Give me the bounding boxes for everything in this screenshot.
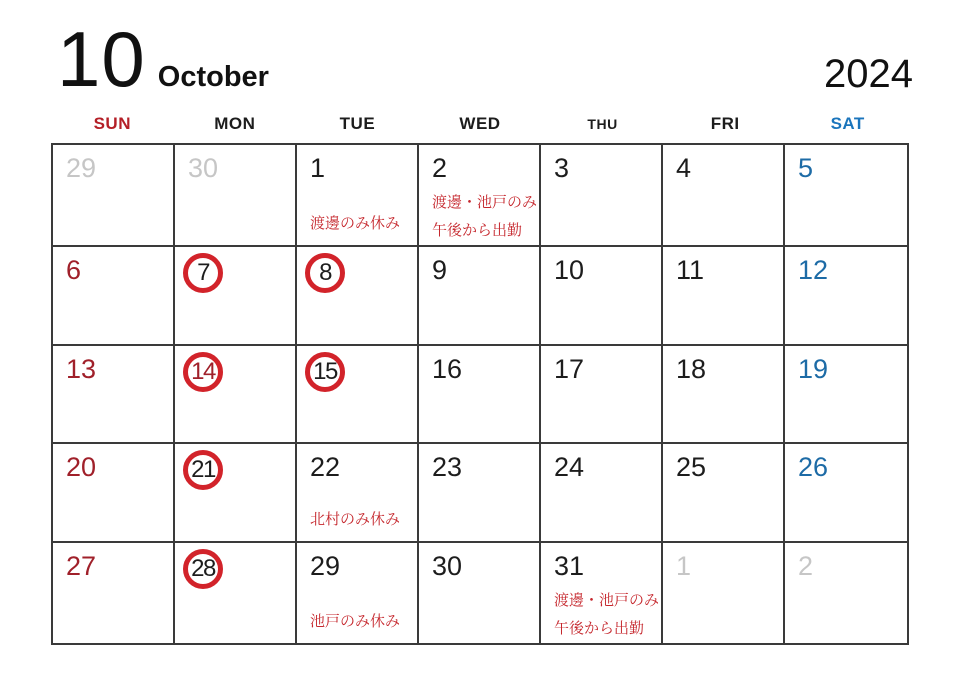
day-number: 2 <box>432 153 448 183</box>
day-cell <box>419 444 541 543</box>
day-cell <box>175 145 297 247</box>
day-number: 26 <box>798 452 829 483</box>
day-cell <box>663 346 785 445</box>
day-cell <box>53 543 175 643</box>
day-number: 29 <box>310 550 341 581</box>
day-cell <box>541 247 663 346</box>
weekday-label-mon: MON <box>214 114 256 133</box>
day-note <box>310 506 400 534</box>
red-circle-mark <box>305 253 345 293</box>
day-number: 1 <box>676 550 692 581</box>
day-cell <box>53 145 175 247</box>
day-number: 21 <box>191 456 215 484</box>
day-cell <box>175 346 297 445</box>
day-cell <box>541 346 663 445</box>
weekday-label-tue: TUE <box>339 114 376 133</box>
day-number: 28 <box>191 554 215 582</box>
day-number: 5 <box>798 153 814 183</box>
red-circle-mark <box>183 352 223 392</box>
day-cell <box>53 444 175 543</box>
day-cell <box>663 543 785 643</box>
day-number: 17 <box>554 353 585 384</box>
weekday-label-sun: SUN <box>93 114 131 133</box>
day-number: 23 <box>432 452 463 483</box>
day-cell <box>175 444 297 543</box>
day-number: 16 <box>432 353 463 384</box>
day-number: 27 <box>66 550 97 581</box>
day-number: 19 <box>798 353 829 384</box>
day-number: 24 <box>554 452 585 483</box>
day-cell <box>419 247 541 346</box>
day-number: 18 <box>676 353 707 384</box>
note-line: 池戸のみ休み <box>310 612 401 630</box>
red-circle-mark <box>183 549 223 589</box>
month-number: 10 <box>57 15 146 103</box>
note-line: 渡邊のみ休み <box>310 215 401 232</box>
day-note <box>554 587 661 643</box>
calendar-grid <box>51 143 909 645</box>
note-line: 午後から出勤 <box>554 619 645 637</box>
day-cell <box>541 444 663 543</box>
day-number: 10 <box>554 255 585 285</box>
day-number: 22 <box>310 452 341 483</box>
day-note <box>310 210 400 238</box>
weekday-header-row <box>51 111 909 137</box>
day-cell <box>297 543 419 643</box>
note-line: 渡邊・池戸のみ <box>432 194 538 211</box>
day-cell <box>297 444 419 543</box>
weekday-label-fri: FRI <box>710 114 740 133</box>
day-number: 1 <box>310 153 326 183</box>
day-cell <box>419 543 541 643</box>
day-note <box>432 189 539 245</box>
day-cell <box>53 346 175 445</box>
day-note <box>310 608 400 636</box>
day-cell <box>297 247 419 346</box>
weekday-label-thu: THU <box>587 116 618 132</box>
day-cell <box>419 346 541 445</box>
day-number: 13 <box>66 353 97 384</box>
day-cell <box>663 444 785 543</box>
day-number: 9 <box>432 255 448 285</box>
day-cell <box>785 247 907 346</box>
day-cell <box>785 346 907 445</box>
day-cell <box>785 444 907 543</box>
day-number: 3 <box>554 153 570 183</box>
day-number: 11 <box>676 255 705 285</box>
day-cell <box>785 145 907 247</box>
day-cell <box>541 543 663 643</box>
day-number: 31 <box>554 550 585 581</box>
weekday-label-sat: SAT <box>830 114 865 133</box>
note-line: 北村のみ休み <box>310 510 401 528</box>
day-cell <box>297 145 419 247</box>
day-number: 4 <box>676 153 692 183</box>
day-number: 6 <box>66 255 82 285</box>
day-cell <box>53 247 175 346</box>
month-name: October <box>157 61 269 93</box>
day-cell <box>419 145 541 247</box>
month-header <box>57 14 269 105</box>
red-circle-mark <box>183 253 223 293</box>
day-number: 30 <box>432 550 463 581</box>
day-cell <box>175 543 297 643</box>
day-cell <box>663 145 785 247</box>
day-number: 29 <box>66 153 97 183</box>
day-cell <box>541 145 663 247</box>
red-circle-mark <box>305 352 345 392</box>
day-number: 2 <box>798 550 814 581</box>
day-number: 30 <box>188 153 219 183</box>
note-line: 午後から出勤 <box>432 222 523 239</box>
note-line: 渡邊・池戸のみ <box>554 591 660 609</box>
day-number: 15 <box>313 357 337 385</box>
day-cell <box>297 346 419 445</box>
day-number: 12 <box>798 255 829 285</box>
day-cell <box>175 247 297 346</box>
day-number: 20 <box>66 452 97 483</box>
day-cell <box>785 543 907 643</box>
day-number: 7 <box>197 259 209 286</box>
day-number: 8 <box>319 259 331 286</box>
year-label: 2024 <box>824 52 913 96</box>
weekday-label-wed: WED <box>459 114 501 133</box>
day-number: 25 <box>676 452 707 483</box>
day-number: 14 <box>191 357 215 385</box>
day-cell <box>663 247 785 346</box>
red-circle-mark <box>183 450 223 490</box>
